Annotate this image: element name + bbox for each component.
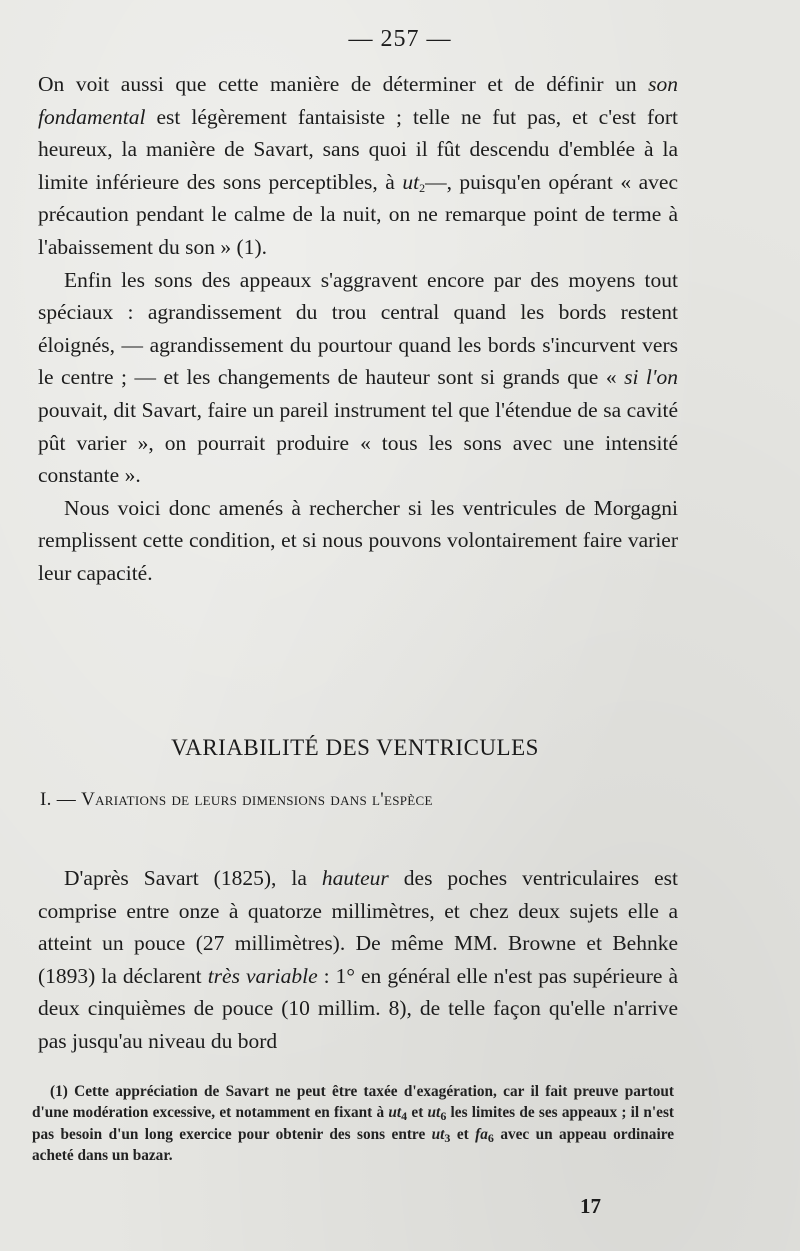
- paragraph-1-ut: ut: [402, 169, 420, 194]
- footnote-ut6: ut: [427, 1104, 441, 1122]
- paragraph-1-text-a: On voit aussi que cette manière de déterminer et de définir un: [38, 72, 649, 96]
- footnote-ut4-sub: 4: [401, 1109, 408, 1124]
- paragraph-1-italic: son fondamental: [38, 72, 678, 129]
- paragraph-4-italic-1: hauteur: [321, 866, 389, 890]
- paragraph-2: [38, 264, 678, 492]
- paragraph-3: Nous voici donc amenés à rechercher si les ventricules de Morgagni remplissent cette condition, et si nous pouvons volontairement faire varier leur capacité.: [38, 495, 678, 585]
- main-text-bottom: [38, 862, 678, 1058]
- paragraph-2-italic: si l'on: [624, 365, 678, 390]
- footnote-ut4: ut: [388, 1104, 402, 1122]
- page-number: — 257 —: [348, 26, 452, 52]
- paragraph-4: [38, 862, 678, 1058]
- paragraph-1-text-c: —, puisqu'en opérant « avec précaution pendant le calme de la nuit, on ne remarque point de terme à l'abaissement du son » (1).: [38, 169, 678, 259]
- footnote-text-c: les limites de ses appeaux ; il n'est pas besoin d'un long exercice pour obtenir des sons entre: [32, 1104, 674, 1143]
- paragraph-2-text-b: pouvait, dit Savart, faire un pareil instrument tel que l'étendue de sa cavité pût varier », on pourrait produire « tous les sons avec une intensité constante ».: [38, 397, 678, 488]
- footnote-text-d: et: [450, 1125, 476, 1143]
- footnote-ut6-sub: 6: [440, 1109, 447, 1124]
- paragraph-1-ut-sub: 2: [419, 180, 426, 195]
- subsection-title-text: Variations de leurs dimensions dans l'espèce: [81, 789, 433, 810]
- subsection-title: [40, 789, 680, 811]
- paragraph-2-text-a: Enfin les sons des appeaux s'aggravent encore par des moyens tout spéciaux : agrandissement du trou central quand les bords restent éloignés, — agrandissement du pourtour quand les bords s'incurvent vers le centre ; — et les changements de hauteur sont si grands que «: [38, 267, 678, 390]
- footnote-ut3: ut: [431, 1125, 445, 1143]
- footnote-fa6: fa: [475, 1125, 488, 1143]
- footnote-fa6-sub: 6: [487, 1130, 494, 1145]
- footnote-text-a: (1) Cette appréciation de Savart ne peut être taxée d'exagération, car il fait preuve partout d'une modération excessive, et notamment en fixant à: [32, 1083, 674, 1122]
- signature-mark: 17: [580, 1194, 601, 1218]
- section-title: VARIABILITÉ DES VENTRICULES: [171, 735, 539, 760]
- paragraph-4-italic-2: très variable: [207, 963, 318, 988]
- paragraph-1-text-b: est légèrement fantaisiste ; telle ne fut pas, et c'est fort heureux, la manière de Savart, sans quoi il fût descendu d'emblée à la limite inférieure des sons perceptibles, à: [38, 104, 678, 194]
- paragraph-4-text-a: D'après Savart (1825), la: [64, 866, 322, 890]
- footnote-text-b: et: [407, 1104, 428, 1122]
- paragraph-4-text-b: des poches ventriculaires est comprise entre onze à quatorze millimètres, et chez deux sujets elle a atteint un pouce (27 millimètres). De même MM. Browne et Behnke (1893) la déclarent: [38, 866, 679, 988]
- subsection-number: I. —: [40, 789, 82, 810]
- main-text-top: [38, 68, 678, 590]
- footnote-paragraph: [32, 1081, 674, 1166]
- paragraph-1: [38, 68, 678, 264]
- footnote: [32, 1081, 674, 1166]
- paragraph-4-text-c: : 1° en général elle n'est pas supérieure à deux cinquièmes de pouce (10 millim. 8), de telle façon qu'elle n'arrive pas jusqu'au niveau du bord: [38, 963, 678, 1053]
- footnote-text-e: avec un appeau ordinaire acheté dans un bazar.: [32, 1125, 674, 1164]
- footnote-ut3-sub: 3: [444, 1130, 451, 1145]
